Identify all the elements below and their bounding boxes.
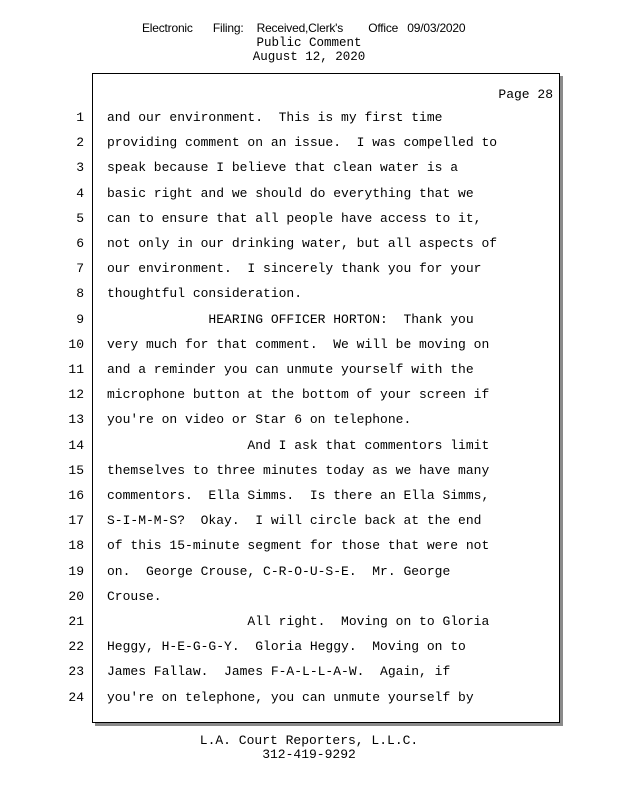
line-text: speak because I believe that clean water is a bbox=[107, 160, 459, 176]
line-text: All right. Moving on to Gloria bbox=[107, 614, 490, 629]
line-number: 9 bbox=[76, 311, 84, 327]
line-text: and a reminder you can unmute yourself with the bbox=[107, 362, 474, 377]
line-number: 3 bbox=[76, 160, 84, 176]
line-number: 18 bbox=[68, 538, 84, 554]
line-number: 19 bbox=[68, 563, 84, 579]
line-text: providing comment on an issue. I was compelled to bbox=[107, 135, 498, 151]
line-text: microphone button at the bottom of your screen if bbox=[107, 387, 490, 403]
line-text: not only in our drinking water, but all aspects of bbox=[107, 236, 498, 251]
page-number: Page 28 bbox=[498, 87, 553, 102]
footer-company: L.A. Court Reporters, L.L.C. bbox=[199, 733, 419, 748]
line-text: you're on telephone, you can unmute yourself by bbox=[107, 689, 474, 705]
line-number: 11 bbox=[68, 362, 84, 377]
line-number: 10 bbox=[68, 336, 84, 352]
line-number: 6 bbox=[76, 236, 84, 251]
line-number: 16 bbox=[68, 488, 84, 503]
stamp-received: Received,Clerk's bbox=[256, 21, 344, 35]
line-text: Heggy, H-E-G-G-Y. Gloria Heggy. Moving on to bbox=[107, 639, 466, 655]
line-text: our environment. I sincerely thank you for your bbox=[107, 261, 482, 277]
line-number: 1 bbox=[76, 110, 84, 125]
line-number: 22 bbox=[68, 639, 84, 655]
doc-date: August 12, 2020 bbox=[252, 50, 366, 64]
line-number: 4 bbox=[76, 185, 84, 201]
line-number: 14 bbox=[68, 437, 84, 453]
line-number: 7 bbox=[76, 261, 84, 277]
line-number: 5 bbox=[76, 210, 84, 226]
line-text: And I ask that commentors limit bbox=[107, 437, 490, 453]
stamp-date: 09/03/2020 bbox=[407, 21, 466, 35]
line-number: 13 bbox=[68, 412, 84, 428]
line-number: 23 bbox=[68, 664, 84, 680]
line-number: 24 bbox=[68, 689, 84, 705]
stamp-electronic: Electronic bbox=[142, 21, 193, 35]
line-text: and our environment. This is my first time bbox=[107, 110, 443, 125]
line-text: very much for that comment. We will be moving on bbox=[107, 336, 490, 352]
line-text: S-I-M-M-S? Okay. I will circle back at the end bbox=[107, 513, 482, 529]
line-number: 17 bbox=[68, 513, 84, 529]
line-number: 8 bbox=[76, 286, 84, 302]
line-text: thoughtful consideration. bbox=[107, 286, 303, 302]
stamp-office: Office bbox=[368, 21, 399, 35]
line-text: can to ensure that all people have access to it, bbox=[107, 210, 482, 226]
filing-stamp bbox=[142, 21, 465, 35]
stamp-filing: Filing: bbox=[212, 21, 244, 35]
doc-title: Public Comment bbox=[256, 36, 362, 50]
footer-phone: 312-419-9292 bbox=[262, 747, 356, 762]
line-number: 20 bbox=[68, 588, 84, 604]
line-text: HEARING OFFICER HORTON: Thank you bbox=[107, 311, 474, 327]
line-number: 15 bbox=[68, 462, 84, 478]
line-text: on. George Crouse, C-R-O-U-S-E. Mr. George bbox=[107, 563, 451, 579]
line-text: you're on video or Star 6 on telephone. bbox=[107, 412, 412, 428]
line-text: basic right and we should do everything that we bbox=[107, 185, 474, 201]
line-text: themselves to three minutes today as we have many bbox=[107, 462, 490, 478]
line-number: 21 bbox=[68, 614, 84, 629]
line-text: Crouse. bbox=[107, 588, 162, 604]
line-text: commentors. Ella Simms. Is there an Ella Simms, bbox=[107, 488, 490, 503]
line-number: 2 bbox=[76, 135, 84, 151]
line-text: James Fallaw. James F-A-L-L-A-W. Again, if bbox=[107, 664, 451, 680]
line-text: of this 15-minute segment for those that were not bbox=[107, 538, 490, 554]
line-number: 12 bbox=[68, 387, 84, 403]
